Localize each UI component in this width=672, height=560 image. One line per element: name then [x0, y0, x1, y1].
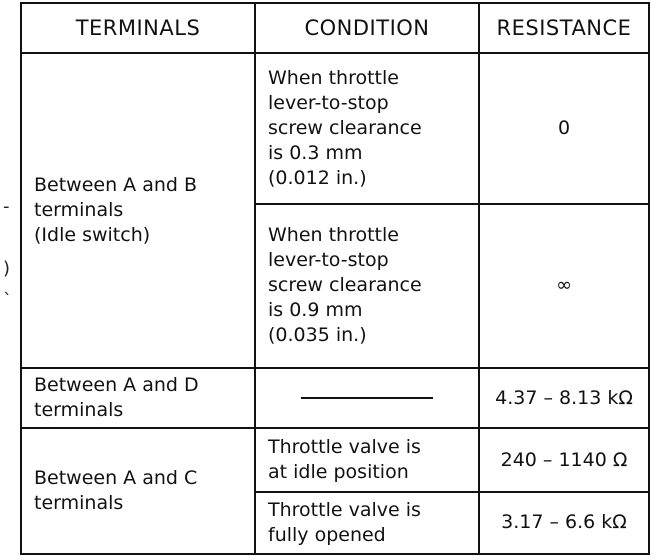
- condition-cell-dash: [255, 368, 479, 428]
- header-condition: CONDITION: [255, 3, 479, 53]
- terminals-cell: [21, 53, 255, 368]
- condition-line: is 0.9 mm: [268, 299, 363, 322]
- terminals-line: terminals: [34, 199, 124, 222]
- condition-line: at idle position: [268, 461, 409, 484]
- terminals-line: (Idle switch): [34, 224, 151, 247]
- terminals-cell: [21, 368, 255, 428]
- table-row: [21, 368, 649, 428]
- condition-line: When throttle: [268, 66, 399, 89]
- margin-mark: `: [3, 290, 12, 311]
- resistance-cell: 4.37 – 8.13 kΩ: [479, 368, 649, 428]
- condition-line: fully opened: [268, 523, 386, 546]
- table-header-row: [21, 3, 649, 53]
- terminals-line: terminals: [34, 492, 124, 515]
- header-terminals: TERMINALS: [21, 3, 255, 53]
- margin-mark: ): [3, 258, 11, 279]
- condition-line: screw clearance: [268, 274, 422, 297]
- resistance-cell: 240 – 1140 Ω: [479, 428, 649, 491]
- terminals-line: terminals: [34, 399, 124, 422]
- resistance-cell: ∞: [479, 204, 649, 369]
- condition-line: screw clearance: [268, 116, 422, 139]
- table-row: [21, 428, 649, 491]
- resistance-cell: 3.17 – 6.6 kΩ: [479, 492, 649, 554]
- terminals-line: Between A and B: [34, 174, 198, 197]
- condition-line: is 0.3 mm: [268, 141, 363, 164]
- header-resistance: RESISTANCE: [479, 3, 649, 53]
- resistance-cell: 0: [479, 53, 649, 204]
- condition-cell: [255, 428, 479, 491]
- table-row: [21, 53, 649, 204]
- condition-line: (0.035 in.): [268, 324, 367, 347]
- condition-line: lever-to-stop: [268, 249, 389, 272]
- condition-line: (0.012 in.): [268, 166, 367, 189]
- condition-line: Throttle valve is: [268, 436, 421, 459]
- condition-line: When throttle: [268, 224, 399, 247]
- condition-line: lever-to-stop: [268, 91, 389, 114]
- condition-cell: [255, 53, 479, 204]
- terminals-cell: [21, 428, 255, 554]
- resistance-spec-table: [20, 2, 650, 555]
- margin-mark: -: [3, 196, 10, 217]
- terminals-line: Between A and C: [34, 467, 198, 490]
- terminals-line: Between A and D: [34, 374, 199, 397]
- condition-cell: [255, 204, 479, 369]
- dash-line: [301, 397, 433, 399]
- condition-line: Throttle valve is: [268, 498, 421, 521]
- condition-cell: [255, 492, 479, 554]
